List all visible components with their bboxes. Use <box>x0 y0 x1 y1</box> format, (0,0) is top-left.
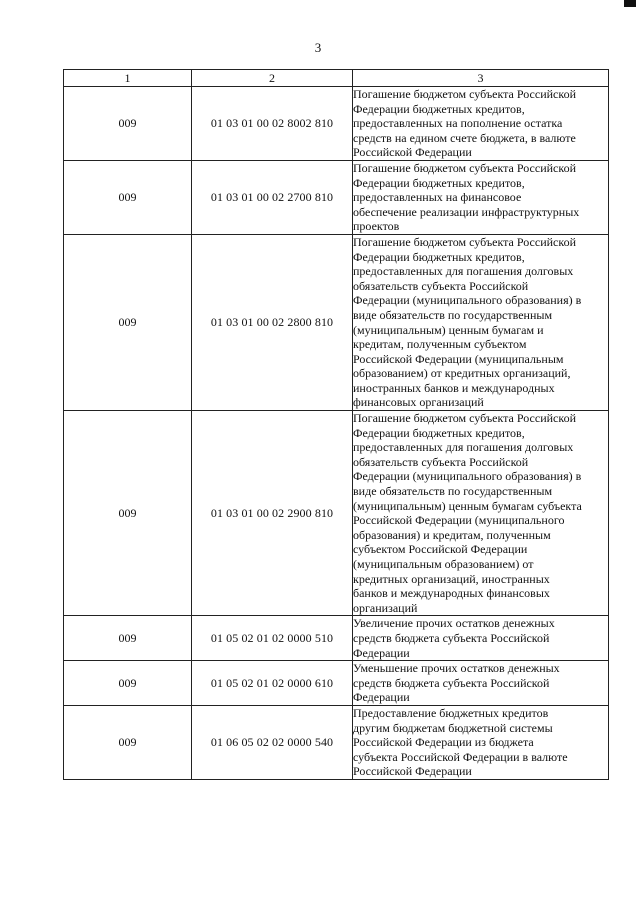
description-line: средств бюджета субъекта Российской <box>353 675 550 690</box>
table-row <box>64 616 609 661</box>
description-line: виде обязательств по государственным <box>353 307 553 322</box>
description-line: Российской Федерации (муниципального <box>353 513 565 528</box>
description-line: виде обязательств по государственным <box>353 484 553 499</box>
description-line: Федерации <box>353 690 410 705</box>
description-line: (муниципальным образованием) от <box>353 557 534 571</box>
description-line: Предоставление бюджетных кредитов <box>353 705 549 720</box>
description-cell <box>353 616 609 661</box>
budget-classification-code-cell: 01 06 05 02 02 0000 540 <box>192 705 353 779</box>
table-row <box>64 160 609 234</box>
budget-classification-code-cell: 01 05 02 01 02 0000 610 <box>192 661 353 706</box>
description-line: субъекта Российской Федерации в валюте <box>353 749 568 764</box>
budget-classification-code-cell: 01 05 02 01 02 0000 510 <box>192 616 353 661</box>
description-line: Федерации бюджетных кредитов, <box>353 425 525 440</box>
budget-classification-code-cell: 01 03 01 00 02 2700 810 <box>192 160 353 234</box>
description-cell <box>353 705 609 779</box>
description-line: средств бюджета субъекта Российской <box>353 630 550 645</box>
description-line: Федерации бюджетных кредитов, <box>353 175 525 190</box>
description-line: Российской Федерации (муниципальным <box>353 351 564 366</box>
description-cell <box>353 87 609 161</box>
column-header-3: 3 <box>353 70 609 87</box>
scan-corner-mark <box>624 0 636 7</box>
description-line: Погашение бюджетом субъекта Российской <box>353 160 577 175</box>
description-line: (муниципальным) ценным бумагам и <box>353 322 544 337</box>
description-cell <box>353 160 609 234</box>
description-line: Федерации (муниципального образования) в <box>353 293 582 308</box>
description-cell <box>353 411 609 616</box>
admin-code-cell: 009 <box>64 87 192 161</box>
description-cell <box>353 661 609 706</box>
table-row <box>64 87 609 161</box>
description-line: субъектом Российской Федерации <box>353 542 528 557</box>
budget-classification-code-cell: 01 03 01 00 02 2800 810 <box>192 234 353 410</box>
description-line: Федерации бюджетных кредитов, <box>353 249 525 264</box>
table-row <box>64 234 609 410</box>
column-header-2: 2 <box>192 70 353 87</box>
admin-code-cell: 009 <box>64 234 192 410</box>
description-line: финансовых организаций <box>353 395 484 410</box>
budget-codes-table <box>63 69 609 780</box>
description-line: другим бюджетам бюджетной системы <box>353 720 553 735</box>
description-line: обеспечение реализации инфраструктурных <box>353 204 580 219</box>
admin-code-cell: 009 <box>64 705 192 779</box>
description-line: предоставленных на пополнение остатка <box>353 116 563 131</box>
table-row <box>64 705 609 779</box>
admin-code-cell: 009 <box>64 661 192 706</box>
description-line: Погашение бюджетом субъекта Российской <box>353 411 577 426</box>
description-line: Погашение бюджетом субъекта Российской <box>353 234 577 249</box>
description-line: Российской Федерации <box>353 764 472 779</box>
description-line: предоставленных для погашения долговых <box>353 440 574 455</box>
description-line: Федерации <box>353 645 410 660</box>
admin-code-cell: 009 <box>64 616 192 661</box>
description-line: Увеличение прочих остатков денежных <box>353 616 555 631</box>
description-line: обязательств субъекта Российской <box>353 454 529 469</box>
description-line: Российской Федерации из бюджета <box>353 735 534 750</box>
description-line: предоставленных на финансовое <box>353 190 522 205</box>
table-header-row <box>64 70 609 87</box>
description-line: образования) и кредитам, полученным <box>353 527 551 542</box>
description-line: образованием) от кредитных организаций, <box>353 366 571 381</box>
table-row <box>64 661 609 706</box>
page-number: 3 <box>314 40 322 55</box>
description-line: проектов <box>353 219 400 234</box>
description-line: предоставленных для погашения долговых <box>353 264 574 279</box>
table-row <box>64 411 609 616</box>
description-line: Федерации (муниципального образования) в <box>353 469 582 484</box>
description-line: Российской Федерации <box>353 145 472 160</box>
description-line: средств на едином счете бюджета, в валюте <box>353 130 576 145</box>
description-line: кредитам, полученным субъектом <box>353 337 527 352</box>
description-cell <box>353 234 609 410</box>
table-body <box>64 87 609 780</box>
column-header-1: 1 <box>64 70 192 87</box>
description-line: Федерации бюджетных кредитов, <box>353 101 525 116</box>
description-line: организаций <box>353 600 418 615</box>
budget-classification-code-cell: 01 03 01 00 02 8002 810 <box>192 87 353 161</box>
description-line: иностранных банков и международных <box>353 380 555 395</box>
description-line: банков и международных финансовых <box>353 586 550 601</box>
description-line: (муниципальным) ценным бумагам субъекта <box>353 498 582 513</box>
description-line: Уменьшение прочих остатков денежных <box>353 661 560 676</box>
description-line: обязательств субъекта Российской <box>353 278 529 293</box>
description-line: Погашение бюджетом субъекта Российской <box>353 87 577 101</box>
admin-code-cell: 009 <box>64 411 192 616</box>
admin-code-cell: 009 <box>64 160 192 234</box>
description-line: кредитных организаций, иностранных <box>353 571 550 586</box>
budget-classification-code-cell: 01 03 01 00 02 2900 810 <box>192 411 353 616</box>
